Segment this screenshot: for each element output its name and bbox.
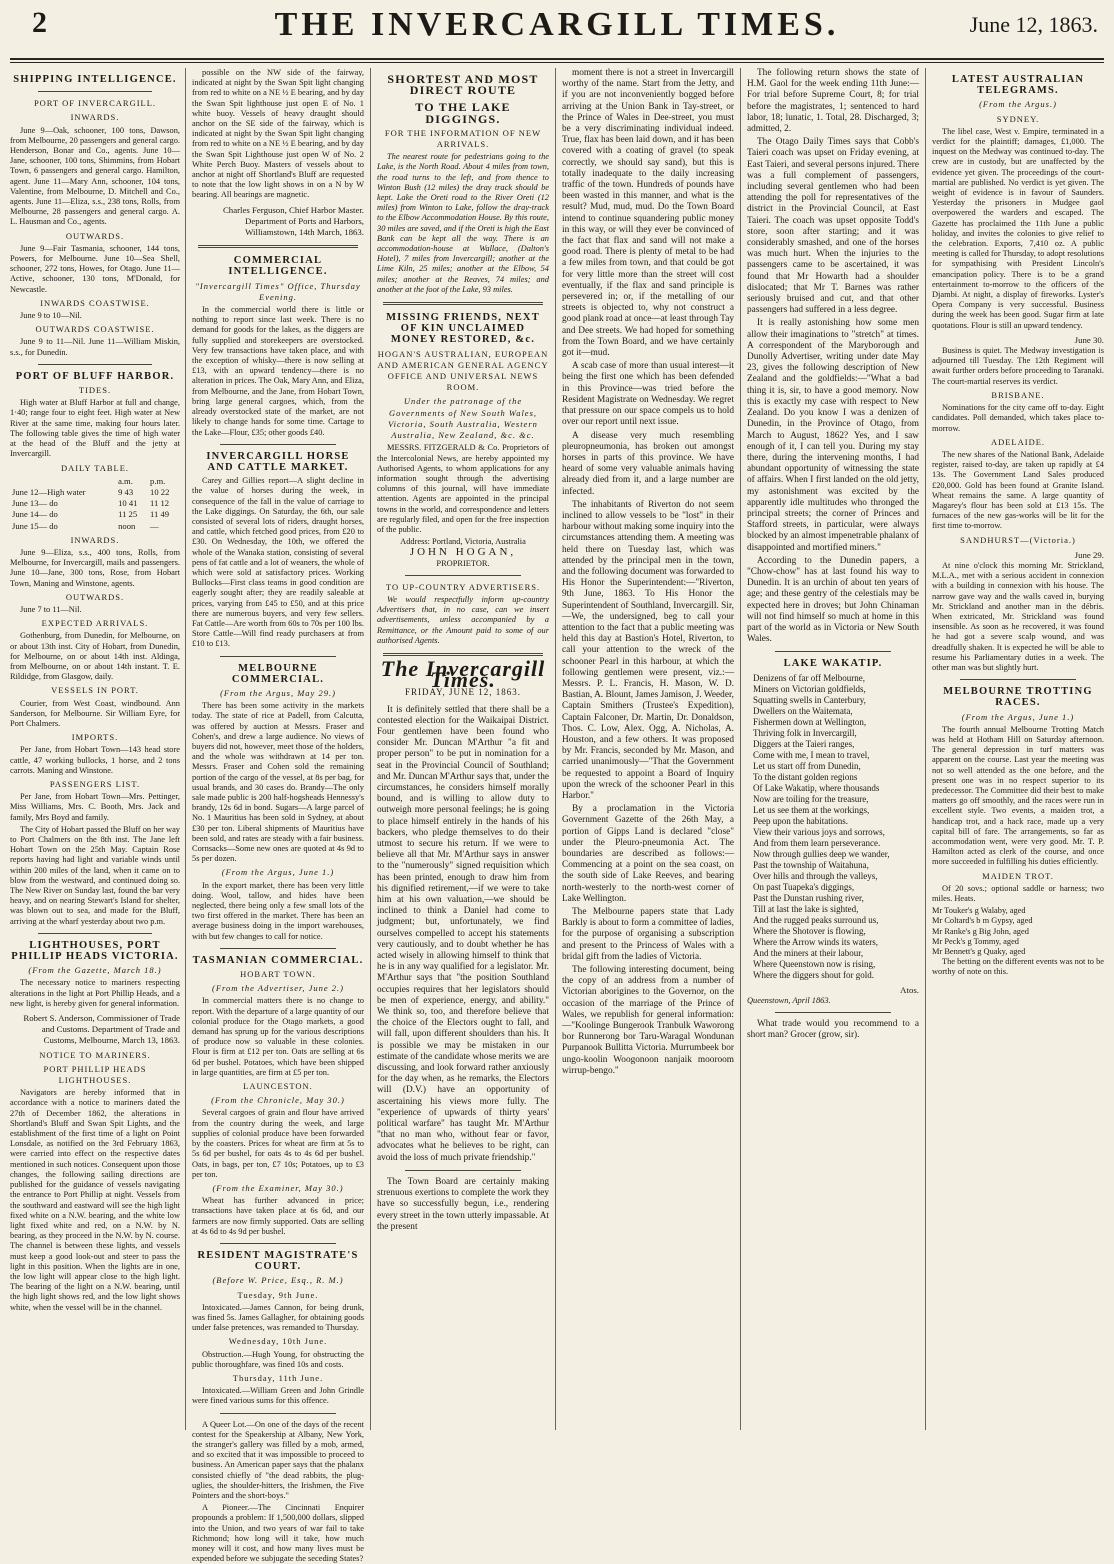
article-text: The Town Board are certainly making strenuous exertions to complete the work they have so successfully begun, i.e., rendering every street in the town utterly impassable. At the present (377, 1176, 549, 1232)
article-text: Carey and Gillies report—A slight decline in the value of horses during the week, in consequence of the fall in the value of carriage to the Lake diggings. On Saturday, the 6th, our sale consisted of several lots of riders, draught horses, and cattle, which fetched good prices, from £20 to £30. On Wednesday, the 10th, we offered the whole of the Wanaka station, consisting of several pens of fat cattle and a lot of weaners, the whole of which were sold at satisfactory prices. Working Bullocks—First class teams in good condition are eagerly sought after; they are readily saleable at prices, varying from £45 to £50, and at this price there are numerous buyers, and very few sellers. Fat Cattle—Are worth from 60s to 70s per 100 lbs. Store Cattle—Will find ready purchasers at from £10 to £13. (192, 476, 364, 649)
poem-signature: Atos. (900, 984, 919, 995)
table-header (10, 476, 116, 487)
article-text: Intoxicated.—James Cannon, for being drunk, was fined 5s. James Gallagher, for obtaining goods under false pretences, was remanded to Thursday. (192, 1302, 364, 1333)
article-text: The following return shows the state of H.M. Gaol for the week ending 11th June:—For trial before Supreme Court, 8; for trial before the magistrates, 1; sentenced to hard labor, 18; lunatic, 1. Total, 28. Discharged, 3; admitted, 2. (747, 68, 919, 135)
table-row (10, 487, 180, 498)
subheading: SANDHURST—(Victoria.) (960, 534, 1076, 545)
list-item: Mr Coltard's b m Gypsy, aged (932, 916, 1033, 926)
table-row (10, 509, 180, 520)
source-credit: (From the Examiner, May 30.) (212, 1182, 344, 1193)
table-cell: June 14— do (12, 509, 58, 520)
article-text: A Pioneer.—The Cincinnati Enquirer propounds a problem: If 1,500,000 dollars, slipped into the Union, and two years of war fail to take Richmond; how long will it take, how much money will it cost, and how many lives must be expended before we subjugate the seceding States? (192, 1503, 364, 1564)
section-heading: INVERCARGILL HORSE AND CATTLE MARKET. (206, 450, 350, 473)
article-text: Of 20 sovs.; optional saddle or harness; two miles. Heats. (932, 883, 1104, 904)
article-text: The inhabitants of Riverton do not seem inclined to allow vessels to be "lost" in their harbour without making some inquiry into the circumstances attending them. A meeting was held there on Tuesday last, which was attended by the principal men in the town, and the following document was forwarded to His Honor the Superintendent:—"Riverton, 9th June, 1863. To His Honor the Superintendent of Southland, Invercargill. Sir,—We, the undersigned, beg to call your attention to the fact that a public meeting was held this day at Bastion's Hotel, Riverton, to call your attention to the wreck of the schooner Pearl in this harbour, at which the following gentlemen were present, viz.:— Messrs. P. L. Francis, H. Mason, W. D. Bastian, A. Blount, James Jamison, J. Weeder, Captain Smithers (Trustee's Expedition), Captain Falconer, Dr. Martin, Dr. Donaldson, Thos. C. Low, Alex. Ogg, A. Nicholas, A. Houston, and a few others. It was proposed by Mr. Francis, seconded by Mr. Mason, and carried unanimously—"That the Government be requested to appoint a Board of Inquiry upon the wreck of the schooner Pearl in this Harbor." (562, 499, 734, 801)
section-heading: TO THE LAKE DIGGINGS. (415, 100, 511, 126)
poem-line: View their various joys and sorrows, (753, 826, 885, 837)
subheading: PASSENGERS LIST. (49, 778, 141, 789)
article-text: June 7 to 11—Nil. (20, 604, 82, 614)
article-text: June 9—Fair Tasmania, schooner, 144 tons, Powers, for Melbourne. June 10—Sea Shell, schooner, 272 tons, Howes, for Otago. June 11—Active, schooner, 130 tons, M'Donald, for Newcastle. (10, 243, 180, 294)
section-heading: LATEST AUSTRALIAN TELEGRAMS. (951, 74, 1085, 97)
article-text: We would respectfully inform up-country Advertisers that, in no case, can we insert advertisements, unless accompanied by a Remittance, or the Amount paid to some of our authorised Agents. (377, 594, 549, 645)
dateline: Tuesday, 9th June. (237, 1289, 319, 1300)
table-cell: 9 43 (118, 486, 134, 497)
list-item: Mr Peck's g Tommy, aged (932, 936, 1019, 946)
article-text: Intoxicated.—William Green and John Grindle were fined various sums for this offence. (192, 1386, 364, 1406)
divider (220, 1243, 336, 1244)
list-item: Mr Bennett's g Quaky, aged (932, 947, 1026, 957)
column-shipping (10, 68, 180, 1430)
article-text: The Melbourne papers state that Lady Barkly is about to form a committee of ladies, for the purpose of organising a subscription and present to the Princess of Wales with a bridal gift from the ladies of Victoria. (562, 907, 734, 962)
divider (220, 656, 336, 657)
subheading: EXPECTED ARRIVALS. (41, 618, 149, 629)
subheading: HOBART TOWN. (240, 969, 316, 980)
article-text: The libel case, West v. Empire, terminated in a verdict for the plaintiff; damages, £1,000. The inquest on the Medway was continued to-day. The crew are in custody, but are unaffected by the evidence yet given. The proceedings of the court-martial are published. No verdict is yet given. The weight of evidence is in favour of Saunders. Yesterday the prisoners in Mudgee gaol overpowered the warders and escaped. The Gazette has proclaimed the 11th June a public holiday, and invites the colonies to give relief to the celebration. Exports, 7,410 oz. A public meeting is called for Thursday, to adopt resolutions for sympathising with President Lincoln's emancipation policy. There is to be a grand entertainment to-morrow to the officers of the Djambi. At night, a display of fireworks. Lyster's Opera Company is very successful. Business during the week has been good. Sugar firm at late quotations. Flour is still an upward tendency. (932, 126, 1104, 330)
leader-title: The Invercargill Times. (380, 655, 546, 693)
article-text: What trade would you recommend to a short man? Grocer (grow, sir). (747, 1018, 919, 1041)
poem-line: Denizens of far off Melbourne, (753, 672, 866, 683)
source-credit: (From the Argus, June 1.) (961, 711, 1075, 722)
section-heading: TASMANIAN COMMERCIAL. (192, 954, 364, 966)
article-text: possible on the NW side of the fairway, indicated at night by the Swan Spit light changing from red to white on a NE ½ E bearing, and by day the Swan Spit lighthouse just open E of No. 1 white buoy. Vessels of heavy draught should anchor on the SE side of the fairway, which is indicated at night by the Swan Spit light changing from red to white on a NE ½ E bearing, and by day the Swan Spit Lighthouse just open W of No. 2 White Perch Buoy. Masters of vessels about to anchor at night off Shortland's Bluff are requested to note that the low light shows in on a N by W bearing. All bearings are magnetic. (192, 68, 364, 200)
list-item: Mr Touker's g Walaby, aged (932, 906, 1026, 916)
poem-line: Where Queenstown now is rising, (753, 958, 876, 969)
section-heading: SHORTEST AND MOST DIRECT ROUTE (387, 72, 539, 98)
poem-line: Peep upon the habitations. (753, 815, 848, 826)
signature: Robert S. Anderson, Commissioner of Trade and Customs. Department of Trade and Customs, Melbourne, March 13, 1863. (23, 1013, 180, 1046)
article-text: The new shares of the National Bank, Adelaide register, raised to-day, are taken up rapidly at £4 13s. The Government Land Sales produced £20,000. Gold has been found at Granite Island. Wheat remains the same. A large quantity of Magarey's flour has been sold at £13 15s. The furnaces of the new gas-works will be lit for the first time to-morrow. (932, 449, 1104, 531)
subheading: INWARDS COASTWISE. (40, 297, 150, 308)
poem-line: Till at last the lake is sighted, (753, 903, 859, 914)
subheading: DAILY TABLE. (60, 462, 130, 473)
divider (960, 679, 1076, 680)
subheading: OUTWARDS. (65, 230, 125, 241)
advertisement-text: MESSRS. FITZGERALD & Co. Proprietors of the Intercolonial News, are hereby appointed my Authorised Agents, to whom applications for any information sought through the advertising columns of this journal, will have immediate attention. Agents are appointed in the principal towns in the world, and correspondence and letters are regularly filed, and open for the free inspection of the public. (377, 443, 549, 534)
divider (38, 364, 152, 365)
article-text: High water at Bluff Harbor at full and change, 1·40; range four to eight feet. High water at New River at the same time, making four hours later. The following table gives the time of high water at the head of the Bluff and the jetty at Invercargill. (10, 398, 180, 459)
dateline: June 29. (1074, 549, 1104, 560)
divider (405, 575, 521, 576)
poem-body (747, 673, 919, 981)
article-text: A Queer Lot.—On one of the days of the recent contest for the Speakership at Albany, New York, the stranger's gallery was filled by a mob, armed, and so excited that it was impossible to proceed to business. An American paper says that the phalanx consisted chiefly of "the dead rabbits, the plug-uglies, the shoulder-hitters, the Irishmen, the Five Pointers and the short-boys." (192, 1419, 364, 1500)
poem-line: Diggers at the Taieri ranges, (753, 738, 855, 749)
advertisement-address: Address: Portland, Victoria, Australia (400, 537, 526, 547)
article-text: It is really astonishing how some men allow their imaginations to "stretch" at times. A correspondent of the Maryborough and Dunolly Advertiser, writing under date May 23, gives the following description of New Zealand and the goldfields:—"What a bad thing it is, sir, to have a good memory. Now this is exactly my case with respect to New Zealand. Do you know I was a denizen of Dunedin, in the Province of Otago, from March to August, 1862? Yes, and I saw enough of it, I can tell you. During my stay there, during the intervening months, I had abundant opportunity of witnessing the state of affairs. When I first landed on the old jetty, my astonishment was excited by the apparently idle multitudes who thronged the principal streets; the corner of Princes and Stafford streets, in particular, were always blocked by an almost impenetrable phalanx of disappointed and mortified miners." (747, 318, 919, 553)
article-text: There has been some activity in the markets today. The state of rice at Padell, from Calcutta, was offered by auction at Messrs. Fraser and Cohen's, and drew a large audience. No views of buyers did not, however, meet those of the holders, and the whole was withdrawn at 14 per ton. Messrs. Fraser and Cohen sold the remaining portion of the cargo of the vessel, at 8s per bag, for usual brands, and 30 cases do. Brandy—The only sale made public is 200 half-hogsheads Hennessy's brandy, 12s 6d in bond. Sugars—A large parcel of No. 1 Mauritius has been sold in Sydney, at about £30 per ton. Liberal shipments of Mauritius have been sold, and rates are steady with a fair business. Cornsacks—Some new ones are quoted at 4s 9d to 5s per dozen. (192, 701, 364, 864)
table-cell: 11 12 (150, 498, 170, 509)
article-text: Gothenburg, from Dunedin, for Melbourne, on or about 13th inst. City of Hobart, from Dunedin, for Melbourne, on or about 14th inst. Aldinga, from Melbourne, on or about 14th instant. T. E. Rildidge, from Glasgow, daily. (10, 631, 180, 682)
poem-line: And the miners at their labour, (753, 947, 864, 958)
source-credit: (From the Argus.) (979, 99, 1057, 110)
article-text: The necessary notice to mariners respecting alterations in the light at Port Phillip Heads, and a new light, is hereby given for general information. (10, 978, 180, 1008)
article-text: In commercial matters there is no change to report. With the departure of a large quantity of our colonial produce for the Otago markets, a good demand has sprung up for the various descriptions of produce now so valuable in these colonies. Flour is firm at £12 per ton. Oats are selling at 6s 6d per bushel. Potatoes, which have been shipped in large quantities, are firm at £5 per ton. (192, 996, 364, 1077)
subheading: HOGAN'S AUSTRALIAN, EUROPEAN AND AMERICAN GENERAL AGENCY OFFICE AND UNIVERSAL NEWS ROOM. (377, 348, 549, 393)
advertisement-title: PROPRIETOR. (436, 558, 490, 568)
subheading: PORT PHILLIP HEADS LIGHTHOUSES. (43, 1063, 147, 1086)
article-text: According to the Dunedin papers, a "Chow-chow" has at last found his way to Dunedin. It is an urchin of about ten years of age; and these gentry of the celestials may be expected here in droves; but John Chinaman will not find himself so much at home in this part of the world as in Victoria or New South Wales. (747, 555, 919, 645)
poem-line: Dwellers on the Waitemata, (753, 705, 853, 716)
table-cell: 10 22 (150, 486, 170, 497)
article-text: Nominations for the city came off to-day. Eight candidates. Poll demanded, which takes place to-morrow. (932, 403, 1104, 433)
table-cell: noon (118, 520, 136, 531)
divider (775, 651, 891, 652)
subheading: BRISBANE. (991, 389, 1045, 400)
table-cell: 11 49 (150, 509, 170, 520)
table-cell: June 15— do (12, 520, 58, 531)
article-text: A disease very much resembling pleuropneumonia, has broken out amongst horses in parts of this province. We have heard of some very valuable animals having already died from it, and a large number are infected. (562, 430, 734, 497)
poem-line: Past the Dunstan rushing river, (753, 892, 864, 903)
poem-line: Let us start off from Dunedin, (753, 760, 861, 771)
subheading: (Before W. Price, Esq., R. M.) (212, 1275, 344, 1286)
subheading: LAUNCESTON. (243, 1081, 313, 1092)
poem-line: Where the diggers shout for gold. (753, 969, 874, 980)
article-text: Per Jane, from Hobart Town—143 head store cattle, 47 working bullocks, 1 horse, and 2 tons carrots. Maning and Winstone. (10, 745, 180, 775)
poem-line: On past Tuapeka's diggings, (753, 881, 855, 892)
divider (198, 245, 358, 248)
advertisement-proprietor: JOHN HOGAN, (409, 546, 517, 559)
dateline: Wednesday, 10th June. (228, 1336, 328, 1347)
article-text: Wheat has further advanced in price; transactions have taken place at 6s 6d, and our farmers are now firmly supported. Oats are selling at 4s 6d to 4s 9d per bushel. (192, 1196, 364, 1236)
article-text: The nearest route for pedestrians going to the Lake, is the North Road. About 4 miles from town, the road turns to the left, and from thence to Winton Bush (12 miles) the dray track should be kept. Lake the Oreti road to the River Oreti (12 miles) from Winton to Lake, follow the dray-track to the Elbow Accommodation House. By this route, 30 miles are saved, and if the Oreti is high the East Bank can be kept all the way. There is an accommodation-house at Wallace, (Dalton's Hotel), 7 miles from Invercargill; another at the Lime Kiln, 25 miles; another at the Elbow, 54 miles; another at the Reaves, 74 miles; and another at the foot of the Lake, 93 miles. (377, 152, 549, 294)
source-credit: (From the Advertiser, June 2.) (212, 983, 344, 994)
poem-line: Where the Shotover is flowing, (753, 925, 866, 936)
divider (775, 1012, 891, 1013)
section-heading: MISSING FRIENDS, NEXT OF KIN UNCLAIMED MONEY RESTORED, &c. (386, 312, 540, 346)
article-text: June 9 to 11—Nil. June 11—William Miskin, s.s., for Dunedin. (10, 337, 180, 357)
dateline: Thursday, 11th June. (232, 1372, 324, 1383)
article-text: Courier, from West Coast, windbound. Ann Sanderson, for Melbourne. Sir William Eyre, for Port Chalmers. (10, 698, 180, 728)
subheading: OUTWARDS COASTWISE. (35, 324, 155, 335)
poem-line: Over hills and through the valleys, (753, 870, 878, 881)
subheading: NOTICE TO MARINERS. (39, 1049, 151, 1060)
poem-line: Now are toiling for the treasure, (753, 793, 869, 804)
article-text: June 9—Oak, schooner, 100 tons, Dawson, from Melbourne, 20 passengers and general cargo. Henderson, Bonar and Co., agents. June 10—Jane, schooner, 100 tons, Shimmins, from Hobart Town, 6 passengers and general cargo. Hamilton, agent. June 11—Mary Ann, schooner, 104 tons, Valentine, from Melbourne, D. Mitchell and Co., agents. June 11—Eliza, s.s., 238 tons, Rolls, from Melbourne, 28 passengers and general cargo. A. L. Hausman and Co., agents. (10, 125, 180, 227)
poem-place: Queenstown, April 1863. (747, 995, 831, 1005)
table-row (10, 521, 180, 532)
section-heading: SHIPPING INTELLIGENCE. (13, 74, 177, 85)
newspaper-title: THE INVERCARGILL TIMES. (274, 6, 840, 43)
column-divider (185, 68, 186, 1430)
subheading: FOR THE INFORMATION OF NEW ARRIVALS. (384, 127, 542, 150)
article-text: In the export market, there has been very little doing. Wool, tallow, and hides have been neglected, there being only a few small lots of the two first offered in the market. There has been an average business doing in the import warehouses, with but few changes to call for notice. (192, 880, 364, 941)
tide-table (10, 476, 180, 532)
article-text: It is definitely settled that there shall be a contested election for the Waikaipai District. Four gentlemen have been found who consider Mr. Duncan M'Arthur "a fit and proper person" to be put in nomination for a seat in the Provincial Council of Southland; and Mr. Duncan M'Arthur says that, under the circumstances, he considers himself morally bound, and is willing to allow duty to outweigh more personal feelings; he is going to place himself entirely in the hands of his backers, who pledge themselves to do their utmost to secure his return. If we were to believe all that Mr. M'Arthur says in answer to the "numerously" signed requisition which has been printed, enough to draw him from his dignified retirement,—if we were to take him at his own valuation,—we should be inclined to think a Daniel had come to judgment; but, unfortunately, we find ourselves compelled to accept his statements very cautiously, and to doubt whether he has acted wisely in allowing himself to think that he is in any way qualified for a legislator. Mr. M'Arthur says that "the position Southland occupies requires that her legislators should be men of experience, energy, and ability." We think so, too, and therefore believe that the choice of the Electors ought to fall, and will fall, upon different shoulders than his. It is possible we may be mistaken in our estimate of the candidate whose merits we are discussing, and look forward rather anxiously for the day when, as he remarks, the Electors will (D.V.) have an opportunity of ascertaining his views more fully. The "experience of upwards of thirty years' political warfare" has taught Mr. M'Arthur "that no man who, without fear or favor, advocates what he believes to be right, can avoid the loss of much private friendship." (377, 704, 549, 1163)
table-cell: — (150, 520, 159, 531)
divider (383, 302, 543, 305)
issue-date: June 12, 1863. (969, 12, 1098, 37)
subheading: TIDES. (78, 385, 112, 396)
column-commercial (192, 68, 364, 1564)
article-text: June 9 to 10—Nil. (20, 311, 82, 321)
column-divider (370, 68, 371, 1430)
subheading: TO UP-COUNTRY ADVERTISERS. (385, 581, 541, 592)
table-header-row (10, 476, 180, 487)
poem-line: Come with me, I mean to travel, (753, 749, 870, 760)
article-text: In the commercial world there is little or nothing to report since last week. There is no demand for goods for the lakes, as the diggers are fully supplied and storekeepers are overstocked. Very few transactions have taken place, and with the exception of whisky—there is now selling at £13, with an upward tendency—there is no alteration in prices. The Oak, Mary Ann, and Eliza, from Melbourne, and the Jane, from Hobart Town, bring large general cargoes, which, from the already overstocked state of the market, are not likely to change hands for some time. Cartage to the Lake—Flour, £35; other goods £40. (192, 305, 364, 437)
subheading: OUTWARDS. (65, 591, 125, 602)
article-text: June 9—Eliza, s.s., 400 tons, Rolls, from Melbourne, for Invercargill, mails and passengers. June 10—Jane, 300 tons, Rose, from Hobart Town, Maning and Winstone, agents. (10, 547, 180, 588)
article-text: By a proclamation in the Victoria Government Gazette of the 26th May, a portion of Gipps Land is declared "close" under the Pleuro-pneumonia Act. The boundaries are described as follows:—Commencing at a point on the sea coast, on the south side of Lake Reeves, and bearing north-westerly to the north-west corner of Lake Wellington. (562, 804, 734, 904)
divider (38, 933, 152, 934)
poem-line: Thriving folk in Invercargill, (753, 727, 857, 738)
divider (38, 91, 152, 92)
poem-line: Now through gullies deep we wander, (753, 848, 890, 859)
source-credit: (From the Argus, June 1.) (221, 867, 335, 878)
article-text: At nine o'clock this morning Mr. Strickland, M.L.A., met with a serious accident in connexion with a building in connexion with his house. The narrow gave way and the walls caved in, burying Mr. Strickland and another man in the débris. When extricated, Mr. Strickland was found insensible. As soon as he recovered, it was found he had got a severe scalp wound, and was dreadfully shaken. It is expected he will be able to resume his Parliamentary duties in a week. The other man was but slightly hurt. (932, 560, 1104, 672)
poem-line: Of Lake Wakatip, where thousands (753, 782, 880, 793)
results-list (932, 906, 1104, 957)
subheading: SYDNEY. (996, 113, 1040, 124)
section-heading: MELBOURNE COMMERCIAL. (231, 662, 325, 685)
poem-line: Miners on Victorian goldfields, (753, 683, 866, 694)
article-text: Several cargoes of grain and flour have arrived from the country during the week, and large supplies of colonial produce have been forwarded by the coasters. Prices for wheat are firm at 5s to 5s 6d per bushel, for oats 4s to 4s 6d per bushel. Oats, in bags, per ton, £7 10s; Potatoes, up to £3 per ton. (192, 1108, 364, 1179)
poem-line: Fishermen down at Wellington, (753, 716, 867, 727)
article-text: A scab case of more than usual interest—it being the first one which has been defended in this Province—was tried before the Resident Magistrate on Wednesday. We regret that pressure on our space compels us to hold over our report until next issue. (562, 361, 734, 428)
table-cell: June 12—High water (12, 486, 86, 497)
leader-date: FRIDAY, JUNE 12, 1863. (404, 687, 522, 698)
subheading: INWARDS. (70, 534, 120, 545)
table-header: p.m. (150, 475, 166, 486)
poem-line: Squatting swells in Canterbury, (753, 694, 866, 705)
column-divider (925, 68, 926, 1430)
subheading: IMPORTS. (71, 732, 119, 743)
subheading: INWARDS. (70, 112, 120, 123)
dateline: June 30. (1074, 334, 1104, 345)
article-text: Per Jane, from Hobart Town—Mrs. Pettinger, Miss Williams, Mrs. C. Booth, Mrs. Jack and family, Mrs Boyd and family. (10, 792, 180, 822)
section-heading: PORT OF BLUFF HARBOR. (15, 370, 175, 382)
column-poem (747, 68, 919, 1430)
dateline: "Invercargill Times" Office, Thursday Evening. (195, 280, 361, 302)
subheading: MAIDEN TROT. (982, 870, 1054, 881)
poem-line: To the distant golden regions (753, 771, 858, 782)
column-divider (740, 68, 741, 1430)
source-credit: (From the Argus, May 29.) (220, 687, 336, 698)
table-header: a.m. (118, 475, 133, 486)
column-telegrams (932, 68, 1104, 1430)
article-text: Business is quiet. The Medway investigation is adjourned till Tuesday. The 12th Regiment will await further orders before proceeding to Taranaki. The court-martial reserves its verdict. (932, 346, 1104, 386)
divider (405, 1170, 521, 1171)
subheading: PORT OF INVERCARGILL. (33, 98, 157, 109)
source-credit: (From the Chronicle, May 30.) (211, 1095, 345, 1106)
article-text: moment there is not a street in Invercargill worthy of the name. Start from the Jetty, and if you are not inconveniently bogged before arriving at the Union Bank in Tay-street, or the Prince of Wales in Dee-street, you must be a very discriminating individual indeed. True, flax has been laid down, and it has been covered with a coating of gravel (to speak correctly, we should say sand), but this is totally inadequate to the daily increasing traffic of the town. Hundreds of pounds have been wasted in this manner, and what is the result? Mud, mud, mud. Do the Town Board intend to continue squandering public money in this way, or will they ever be convinced of the fact that flax and sand will not make a good road. There is plenty of metal to be had a few miles from town, and that could be got for very little more than the street will cost eventually, if the flax and sand principle is persevered in; or, if the metalling of our streets is objected to, why not construct a good plank road at once—at least through Tay and Dee streets. We had hoped for something from the Town Board, and we have certainly got it—mud. (562, 68, 734, 359)
table-cell: 11 25 (118, 509, 138, 520)
divider (220, 948, 336, 949)
table-row (10, 498, 180, 509)
table-cell: June 13— do (12, 498, 58, 509)
signature: Charles Ferguson, Chief Harbor Master. Department of Ports and Harbors, Williamstown, 14th March, 1863. (222, 204, 364, 238)
poem-line: And the rugged peaks surround us, (753, 914, 879, 925)
list-item: Mr Ranke's g Big John, aged (932, 926, 1029, 936)
poem-line: Let us see them at the workings, (753, 804, 870, 815)
poem-line: Past the township of Waitahuna, (753, 859, 869, 870)
subheading: ADELAIDE. (990, 436, 1046, 447)
divider (220, 1413, 336, 1414)
poem-title: LAKE WAKATIP. (783, 658, 883, 670)
section-heading: COMMERCIAL INTELLIGENCE. (228, 255, 328, 278)
masthead-rule-thin (10, 62, 1104, 63)
section-heading: MELBOURNE TROTTING RACES. (943, 686, 1093, 709)
page-number: 2 (32, 6, 47, 39)
article-text: The fourth annual Melbourne Trotting Match was held at Hotham Hill on Saturday afternoon. The general depression in turf matters was apparent on the course. Last year the meeting was not so well attended as the one before, and the present one was in no respect superior to its predecessor. The Committee did their best to make matters go off smoothly, and the races were run in excellent style. Two events, a maiden trot, a handicap trot, and a hack race, made up a very capital bill of fare. The arrangements, so far as accommodation went, were very good. Mr. T. P. Hamilton acted as clerk of the course, and once more succeeded in fulfilling his duties efficiently. (932, 724, 1104, 867)
column-local-news (562, 68, 734, 1430)
masthead (0, 0, 1114, 60)
article-text: Obstruction.—Hugh Young, for obstructing the public thoroughfare, was fined 10s and costs. (192, 1349, 364, 1369)
poem-line: And from them learn perseverance. (753, 837, 881, 848)
table-cell: 10 41 (118, 498, 138, 509)
divider (220, 444, 336, 445)
article-text: Navigators are hereby informed that in accordance with a notice to mariners dated the 27th of December 1862, the alterations in Shortland's Bluff and Swan Spit Lights, and the establishment of the first time of a light on Point Lonsdale, as notified on the 3rd February 1863, were carried into effect on the respective dates mentioned in such notices. Consequent upon those changes, the following sailing directions are published for the guidance of vessels navigating the entrance to Port Phillip at night. Vessels from the southward and eastward will see the high light fixed white on a N.W. bearing, and the white low light fixed white and red, on a N.W. by N. bearing, as they proceed in the N.W. by N. course. The channel is between these lights, and vessels must keep a good look-out and steer to pass the light in this position. When the lights are in one, the low light will appear close to the high light. The bearing of the light on a N.W. bearing, until the high light shows red, and the low light shows white, when the vessel will be in the channel. (10, 1088, 180, 1312)
article-text: The City of Hobart passed the Bluff on her way to Port Chalmers on the 8th inst. The Jane left Hobart Town on the 25th May. Captain Rose reports having had light and variable winds until within 200 miles of the land, when it came on to blow from the westward, and continued doing so. The New River on Sunday last, found the bar very heavy, and on nearing Stewart's Island for shelter, was blown out to sea, and made for the Bluff, arriving at the wharf yesterday about two p.m. (10, 824, 180, 926)
article-text: The following interesting document, being the copy of an address from a number of Victorian aborigines to the Governor, on the occasion of the marriage of the Prince of Wales, we republish for general information:—"Koolinge Bungerook Tranbulk Waworong bor Runnerong bor Taru-Waragal Wondunan Purpanook Bullitta Victoria. Murrumbeek bor ungo-koolin Woogonoon nanjaik mooroom wirrup-bengo." (562, 965, 734, 1076)
article-text: The betting on the different events was not to be worthy of note on this. (932, 957, 1104, 977)
subheading: VESSELS IN PORT. (51, 685, 139, 696)
column-editorial (377, 68, 549, 1430)
section-heading: LIGHTHOUSES, PORT PHILLIP HEADS VICTORIA. (11, 939, 179, 963)
poem-line: Where the Arrow winds its waters, (753, 936, 878, 947)
subheading: Under the patronage of the Governments of New South Wales, Victoria, South Australia, Western Australia, New Zealand, &c. &c. (388, 396, 538, 441)
source-credit: (From the Gazette, March 18.) (28, 965, 162, 976)
section-heading: RESIDENT MAGISTRATE'S COURT. (197, 1249, 359, 1273)
column-divider (555, 68, 556, 1430)
masthead-rule (10, 58, 1104, 60)
article-text: The Otago Daily Times says that Cobb's Taieri coach was upset on Friday evening, at East Taieri, and several persons injured. There was a full complement of passengers, including several gentlemen who had been attending the poll for representatives of the district in the Provincial Council, at East Taieri. The coach was upset opposite Todd's store, soon after starting; and it was considerably smashed, and one of the horses was much hurt. When the injuries to the passengers came to be ascertained, it was found that Mr Howarth had a shoulder dislocated; that Mr T. Barnes was rather seriously bruised and cut, and that other passengers had suffered in a less degree. (747, 137, 919, 316)
